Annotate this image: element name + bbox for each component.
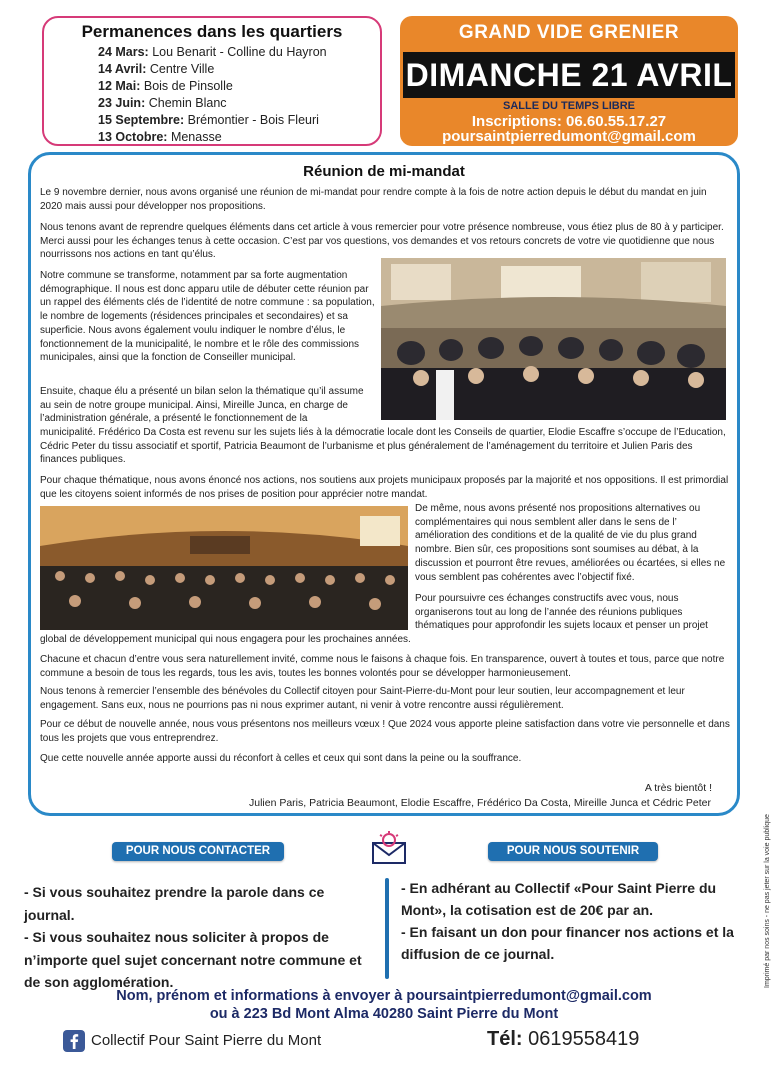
- article-paragraph: Chacune et chacun d’entre vous sera naturellement invité, comme nous le faisons à chaque fois. En transparence, ouvert à toutes et tous, parce que notre commune a besoin de tous les regards, tous les avis, toutes les bonnes volontés pour se développer harmonieusement.: [40, 654, 725, 679]
- permanence-place: Brémontier - Bois Fleuri: [184, 113, 319, 127]
- contact-label: POUR NOUS CONTACTER: [112, 842, 284, 861]
- permanence-date: 13 Octobre:: [98, 130, 168, 144]
- permanence-item: [98, 44, 380, 61]
- permanence-item: [98, 112, 380, 129]
- permanence-date: 15 Septembre:: [98, 113, 185, 127]
- article-paragraph: municipalité. Frédérico Da Costa est revenu sur les sujets liés à la démocratie locale dont les Conseils de quartier, Elodie Escaffre s’occupe de l’Education, Cédric Peter du tissu associatif et sportif, Patricia Beaumont de l’urbanisme et plus généralement de l’aménagement du territoire et Julien Paris des finances publiques.: [40, 427, 726, 466]
- facebook-icon[interactable]: [63, 1030, 85, 1052]
- permanence-date: 12 Mai:: [98, 79, 141, 93]
- permanences-box: [42, 16, 382, 146]
- permanences-list: [98, 44, 380, 146]
- permanence-place: Menasse: [167, 130, 222, 144]
- permanence-date: 14 Avril:: [98, 62, 147, 76]
- vide-grenier-inscriptions: Inscriptions: 06.60.55.17.27: [471, 113, 667, 130]
- permanence-item: [98, 95, 380, 112]
- permanence-date: 23 Juin:: [98, 96, 146, 110]
- send-info-line: Nom, prénom et informations à envoyer à poursaintpierredumont@gmail.com: [116, 988, 652, 1004]
- vide-grenier-date: DIMANCHE 21 AVRIL: [403, 52, 735, 98]
- facebook-page-name[interactable]: Collectif Pour Saint Pierre du Mont: [91, 1032, 322, 1049]
- contact-line: - Si vous souhaitez prendre la parole dans ce journal.: [24, 884, 325, 923]
- article-paragraph: Ensuite, chaque élu a présenté un bilan selon la thématique qu’il assume au sein de notre groupe municipal. Ainsi, Mireille Junca, en charge de l’administration générale, a présenté le fonctionnement de la: [40, 386, 364, 425]
- meeting-photo-2: [40, 506, 408, 630]
- article-paragraph: De même, nous avons présenté nos propositions alternatives ou complémentaires qui nous semblent aller dans le sens de l’ amélioration des conditions et de la qualité de vie du plus grand nombre. Bien sûr, ces propositions sont soumises au débat, à la discussion et pourront être revues, améliorées ou écartées, si elles ne vous semblent pas cohérentes avec l’objectif fixé.: [415, 503, 726, 583]
- article-paragraph: Nous tenons à remercier l’ensemble des bénévoles du Collectif citoyen pour Saint-Pierre-du-Mont pour leur soutien, leur accompagnement et leur engagement. Sans eux, nous ne pourrions pas ni nous exprimer autant, ni venir à votre rencontre aussi régulièrement.: [40, 686, 685, 711]
- article-paragraph: Pour poursuivre ces échanges constructifs avec vous, nous organiserons tout au long de l’année des réunions publiques thématiques pour approfondir les sujets locaux et penser un projet: [415, 593, 708, 632]
- vide-grenier-email: poursaintpierredumont@gmail.com: [442, 128, 696, 145]
- support-label: POUR NOUS SOUTENIR: [488, 842, 658, 861]
- permanence-item: [98, 129, 380, 146]
- article-paragraph: global de développement municipal qui nous engagera pour les prochaines années.: [40, 634, 411, 645]
- vide-grenier-box: [400, 16, 738, 146]
- article-paragraph: Le 9 novembre dernier, nous avons organisé une réunion de mi-mandat pour rendre compte à la fois de notre action depuis le début du mandat en juin 2020 mais aussi pour développer nos propositions.: [40, 187, 707, 212]
- column-divider: [385, 878, 389, 979]
- permanence-item: [98, 78, 380, 95]
- send-address-line: ou à 223 Bd Mont Alma 40280 Saint Pierre du Mont: [209, 1006, 559, 1022]
- print-notice: [760, 780, 772, 990]
- article-paragraph: Pour chaque thématique, nous avons énoncé nos actions, nos soutiens aux projets municipaux proposés par la majorité et nos oppositions. Il est primordial que les citoyens soient informés de nos prises de position pour apprécier notre mandat.: [40, 475, 729, 500]
- article-title: Réunion de mi-mandat: [303, 163, 465, 180]
- permanence-place: Chemin Blanc: [145, 96, 227, 110]
- support-column: [401, 877, 746, 965]
- phone-value: 0619558419: [522, 1028, 640, 1050]
- contact-line: - Si vous souhaitez nous soliciter à propos de n’importe quel sujet concernant notre commune et de son agglomération.: [24, 929, 362, 990]
- print-notice-text: Imprimé par nos soins - ne pas jeter sur la voie publique: [764, 814, 771, 988]
- article-paragraph: Pour ce début de nouvelle année, nous vous présentons nos meilleurs vœux ! Que 2024 vous apporte pleine satisfaction dans votre vie personnelle et dans tous les projets que vous entreprendrez.: [40, 719, 730, 744]
- vide-grenier-title: GRAND VIDE GRENIER: [458, 22, 680, 43]
- permanence-place: Centre Ville: [146, 62, 215, 76]
- article-paragraph: Notre commune se transforme, notamment par sa forte augmentation démographique. Il nous est donc apparu utile de débuter cette réunion par un rappel des éléments clés de l’identité de notre commune : sa population, le nombre de logements (résidences principales et secondaires) et sa superficie. Nous avons également voulu indiquer le nombre d’élus, le fonctionnement de la municipalité, le nombre et le rôle des commissions municipales, ainsi que la fonction de Conseiller municipal.: [40, 270, 375, 364]
- article-paragraph: Nous tenons avant de reprendre quelques éléments dans cet article à vous remercier pour votre présence nombreuse, vous étiez plus de 80 à y participer. Merci aussi pour les échanges tenus à cette occasion. C’est par vos questions, vos demandes et vos retours concrets de votre vie quotidienne que nous nourrissons nos actions en tant qu’élus.: [40, 222, 724, 261]
- envelope-idea-icon: [371, 831, 407, 865]
- closing-line: A très bientôt !: [644, 782, 712, 794]
- permanences-title: Permanences dans les quartiers: [81, 22, 343, 41]
- permanence-date: 24 Mars:: [98, 45, 149, 59]
- support-line: - En faisant un don pour financer nos actions et la diffusion de ce journal.: [401, 924, 734, 962]
- permanence-item: [98, 61, 380, 78]
- signers-line: Julien Paris, Patricia Beaumont, Elodie Escaffre, Frédérico Da Costa, Mireille Junca et Cédric Peter: [248, 797, 711, 809]
- phone-number: [487, 1028, 639, 1051]
- phone-label: Tél:: [487, 1028, 523, 1050]
- meeting-photo-1: [381, 258, 726, 420]
- article-paragraph: Que cette nouvelle année apporte aussi du réconfort à celles et ceux qui sont dans la peine ou la souffrance.: [40, 753, 522, 764]
- contact-column: [24, 881, 369, 994]
- permanence-place: Bois de Pinsolle: [140, 79, 233, 93]
- support-line: - En adhérant au Collectif «Pour Saint Pierre du Mont», la cotisation est de 20€ par an.: [401, 880, 717, 918]
- vide-grenier-salle: SALLE DU TEMPS LIBRE: [502, 100, 635, 112]
- permanence-place: Lou Benarit - Colline du Hayron: [148, 45, 327, 59]
